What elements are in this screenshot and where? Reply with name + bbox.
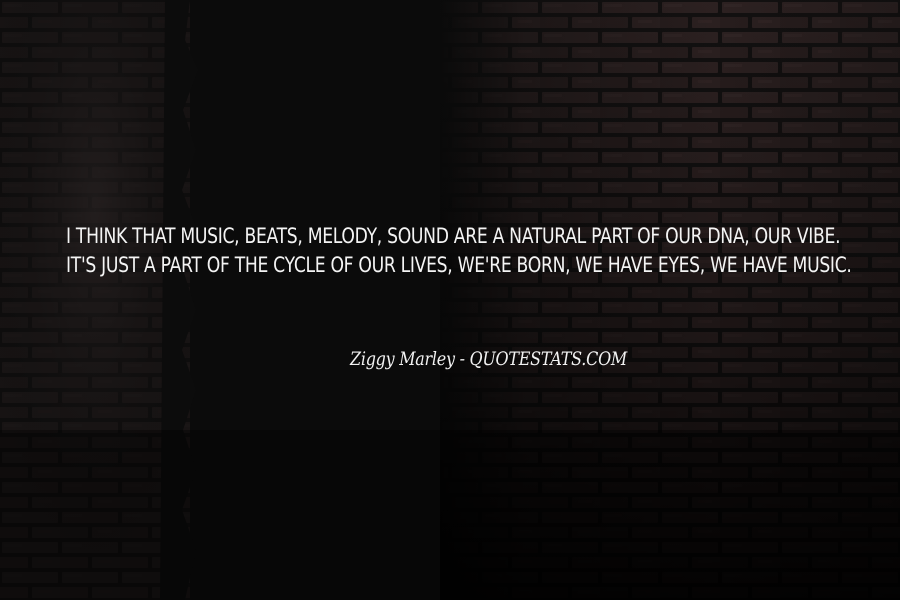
quote-attribution: Ziggy Marley - QUOTESTATS.COM [350, 348, 628, 370]
quote-line-1: I THINK THAT MUSIC, BEATS, MELODY, SOUND ARE A NATURAL PART OF OUR DNA, OUR VIBE. [66, 224, 841, 249]
quote-text [66, 222, 852, 280]
quote-line-2: IT'S JUST A PART OF THE CYCLE OF OUR LIVES, WE'RE BORN, WE HAVE EYES, WE HAVE MUSIC. [66, 253, 852, 278]
